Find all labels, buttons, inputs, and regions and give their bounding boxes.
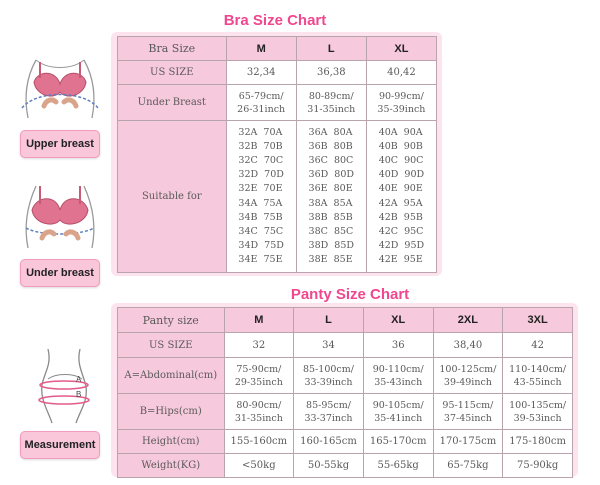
us-size-cell: 36,38 xyxy=(296,61,366,85)
height-cell: 170-175cm xyxy=(433,430,503,454)
us-size-cell: 42 xyxy=(503,333,573,358)
cup-size-entry: 34B 75B xyxy=(238,211,283,223)
cup-size-entry: 42E 95E xyxy=(378,253,423,265)
size-m-header: M xyxy=(226,37,296,61)
height-cell: 160-165cm xyxy=(294,430,364,454)
cup-size-entry: 36A 80A xyxy=(308,127,353,139)
cup-size-entry: 36D 80D xyxy=(308,169,354,181)
hips-cell: 95-115cm/ 37-45inch xyxy=(433,394,503,430)
under-breast-illustration xyxy=(10,178,110,250)
size-xl-header: XL xyxy=(366,37,436,61)
table-row xyxy=(118,308,573,333)
cup-size-entry: 40A 90A xyxy=(378,127,423,139)
cup-size-entry: 42D 95D xyxy=(378,239,425,251)
cup-size-entry: 40D 90D xyxy=(378,169,425,181)
under-breast-label: Under breast xyxy=(20,259,100,287)
height-cell: 155-160cm xyxy=(224,430,294,454)
us-size-cell: 32 xyxy=(224,333,294,358)
weight-label: Weight(KG) xyxy=(118,454,225,478)
height-label: Height(cm) xyxy=(118,430,225,454)
hips-cell: 90-105cm/ 35-41inch xyxy=(363,394,433,430)
marker-b: B xyxy=(76,390,82,399)
size-l-header: L xyxy=(296,37,366,61)
size-2xl-header: 2XL xyxy=(433,308,503,333)
cup-size-entry: 34E 75E xyxy=(238,253,283,265)
hips-cell: 100-135cm/ 39-53inch xyxy=(503,394,573,430)
weight-cell: <50kg xyxy=(224,454,294,478)
marker-a: A xyxy=(76,375,82,384)
suitable-for-label: Suitable for xyxy=(118,121,227,273)
cup-size-entry: 32A 70A xyxy=(238,127,283,139)
cup-sizes-cell xyxy=(296,121,366,273)
cup-size-entry: 34D 75D xyxy=(238,239,284,251)
cup-size-entry: 32C 70C xyxy=(238,155,284,167)
table-row xyxy=(118,454,573,478)
cup-size-entry: 34A 75A xyxy=(238,197,283,209)
bra-size-header: Bra Size xyxy=(118,37,227,61)
size-l-header: L xyxy=(294,308,364,333)
hips-cell: 85-95cm/ 33-37inch xyxy=(294,394,364,430)
abdominal-cell: 85-100cm/ 33-39inch xyxy=(294,358,364,394)
cup-size-entry: 38C 85C xyxy=(308,225,354,237)
height-cell: 165-170cm xyxy=(363,430,433,454)
table-row xyxy=(118,37,437,61)
size-xl-header: XL xyxy=(363,308,433,333)
under-breast-cell: 65-79cm/ 26-31inch xyxy=(226,85,296,121)
cup-size-entry: 42C 95C xyxy=(378,225,424,237)
weight-cell: 50-55kg xyxy=(294,454,364,478)
size-3xl-header: 3XL xyxy=(503,308,573,333)
us-size-cell: 36 xyxy=(363,333,433,358)
abdominal-cell: 90-110cm/ 35-43inch xyxy=(363,358,433,394)
us-size-cell: 38,40 xyxy=(433,333,503,358)
cup-size-entry: 38B 85B xyxy=(308,211,353,223)
measurement-label: Measurement xyxy=(20,431,100,459)
cup-size-entry: 42B 95B xyxy=(378,211,423,223)
us-size-label: US SIZE xyxy=(118,61,227,85)
table-row xyxy=(118,430,573,454)
cup-size-entry: 42A 95A xyxy=(378,197,423,209)
table-row xyxy=(118,85,437,121)
cup-size-entry: 32E 70E xyxy=(238,183,283,195)
height-cell: 175-180cm xyxy=(503,430,573,454)
under-breast-label: Under Breast xyxy=(118,85,227,121)
cup-size-entry: 38A 85A xyxy=(308,197,353,209)
table-row xyxy=(118,61,437,85)
upper-breast-illustration xyxy=(10,48,110,120)
abdominal-cell: 110-140cm/ 43-55inch xyxy=(503,358,573,394)
panty-size-header: Panty size xyxy=(118,308,225,333)
under-breast-cell: 90-99cm/ 35-39inch xyxy=(366,85,436,121)
table-row xyxy=(118,121,437,273)
weight-cell: 65-75kg xyxy=(433,454,503,478)
panty-size-table xyxy=(117,307,573,478)
bra-size-table xyxy=(117,36,437,273)
table-row xyxy=(118,394,573,430)
cup-size-entry: 36E 80E xyxy=(308,183,353,195)
table-row xyxy=(118,358,573,394)
abdominal-label: A=Abdominal(cm) xyxy=(118,358,225,394)
cup-size-entry: 32B 70B xyxy=(238,141,283,153)
weight-cell: 55-65kg xyxy=(363,454,433,478)
cup-size-entry: 32D 70D xyxy=(238,169,284,181)
cup-size-entry: 38D 85D xyxy=(308,239,354,251)
us-size-cell: 40,42 xyxy=(366,61,436,85)
cup-size-entry: 36B 80B xyxy=(308,141,353,153)
panty-chart-title: Panty Size Chart xyxy=(290,286,410,303)
cup-sizes-cell xyxy=(366,121,436,273)
hips-label: B=Hips(cm) xyxy=(118,394,225,430)
hips-cell: 80-90cm/ 31-35inch xyxy=(224,394,294,430)
upper-breast-label: Upper breast xyxy=(20,130,100,158)
cup-size-entry: 36C 80C xyxy=(308,155,354,167)
abdominal-cell: 100-125cm/ 39-49inch xyxy=(433,358,503,394)
table-row xyxy=(118,333,573,358)
cup-size-entry: 40B 90B xyxy=(378,141,423,153)
cup-size-entry: 40C 90C xyxy=(378,155,424,167)
cup-size-entry: 38E 85E xyxy=(308,253,353,265)
under-breast-cell: 80-89cm/ 31-35inch xyxy=(296,85,366,121)
measurement-illustration xyxy=(18,345,108,425)
cup-sizes-cell xyxy=(226,121,296,273)
cup-size-entry: 34C 75C xyxy=(238,225,284,237)
us-size-cell: 34 xyxy=(294,333,364,358)
us-size-label: US SIZE xyxy=(118,333,225,358)
abdominal-cell: 75-90cm/ 29-35inch xyxy=(224,358,294,394)
cup-size-entry: 40E 90E xyxy=(378,183,423,195)
bra-chart-title: Bra Size Chart xyxy=(223,12,327,29)
size-m-header: M xyxy=(224,308,294,333)
weight-cell: 75-90kg xyxy=(503,454,573,478)
us-size-cell: 32,34 xyxy=(226,61,296,85)
